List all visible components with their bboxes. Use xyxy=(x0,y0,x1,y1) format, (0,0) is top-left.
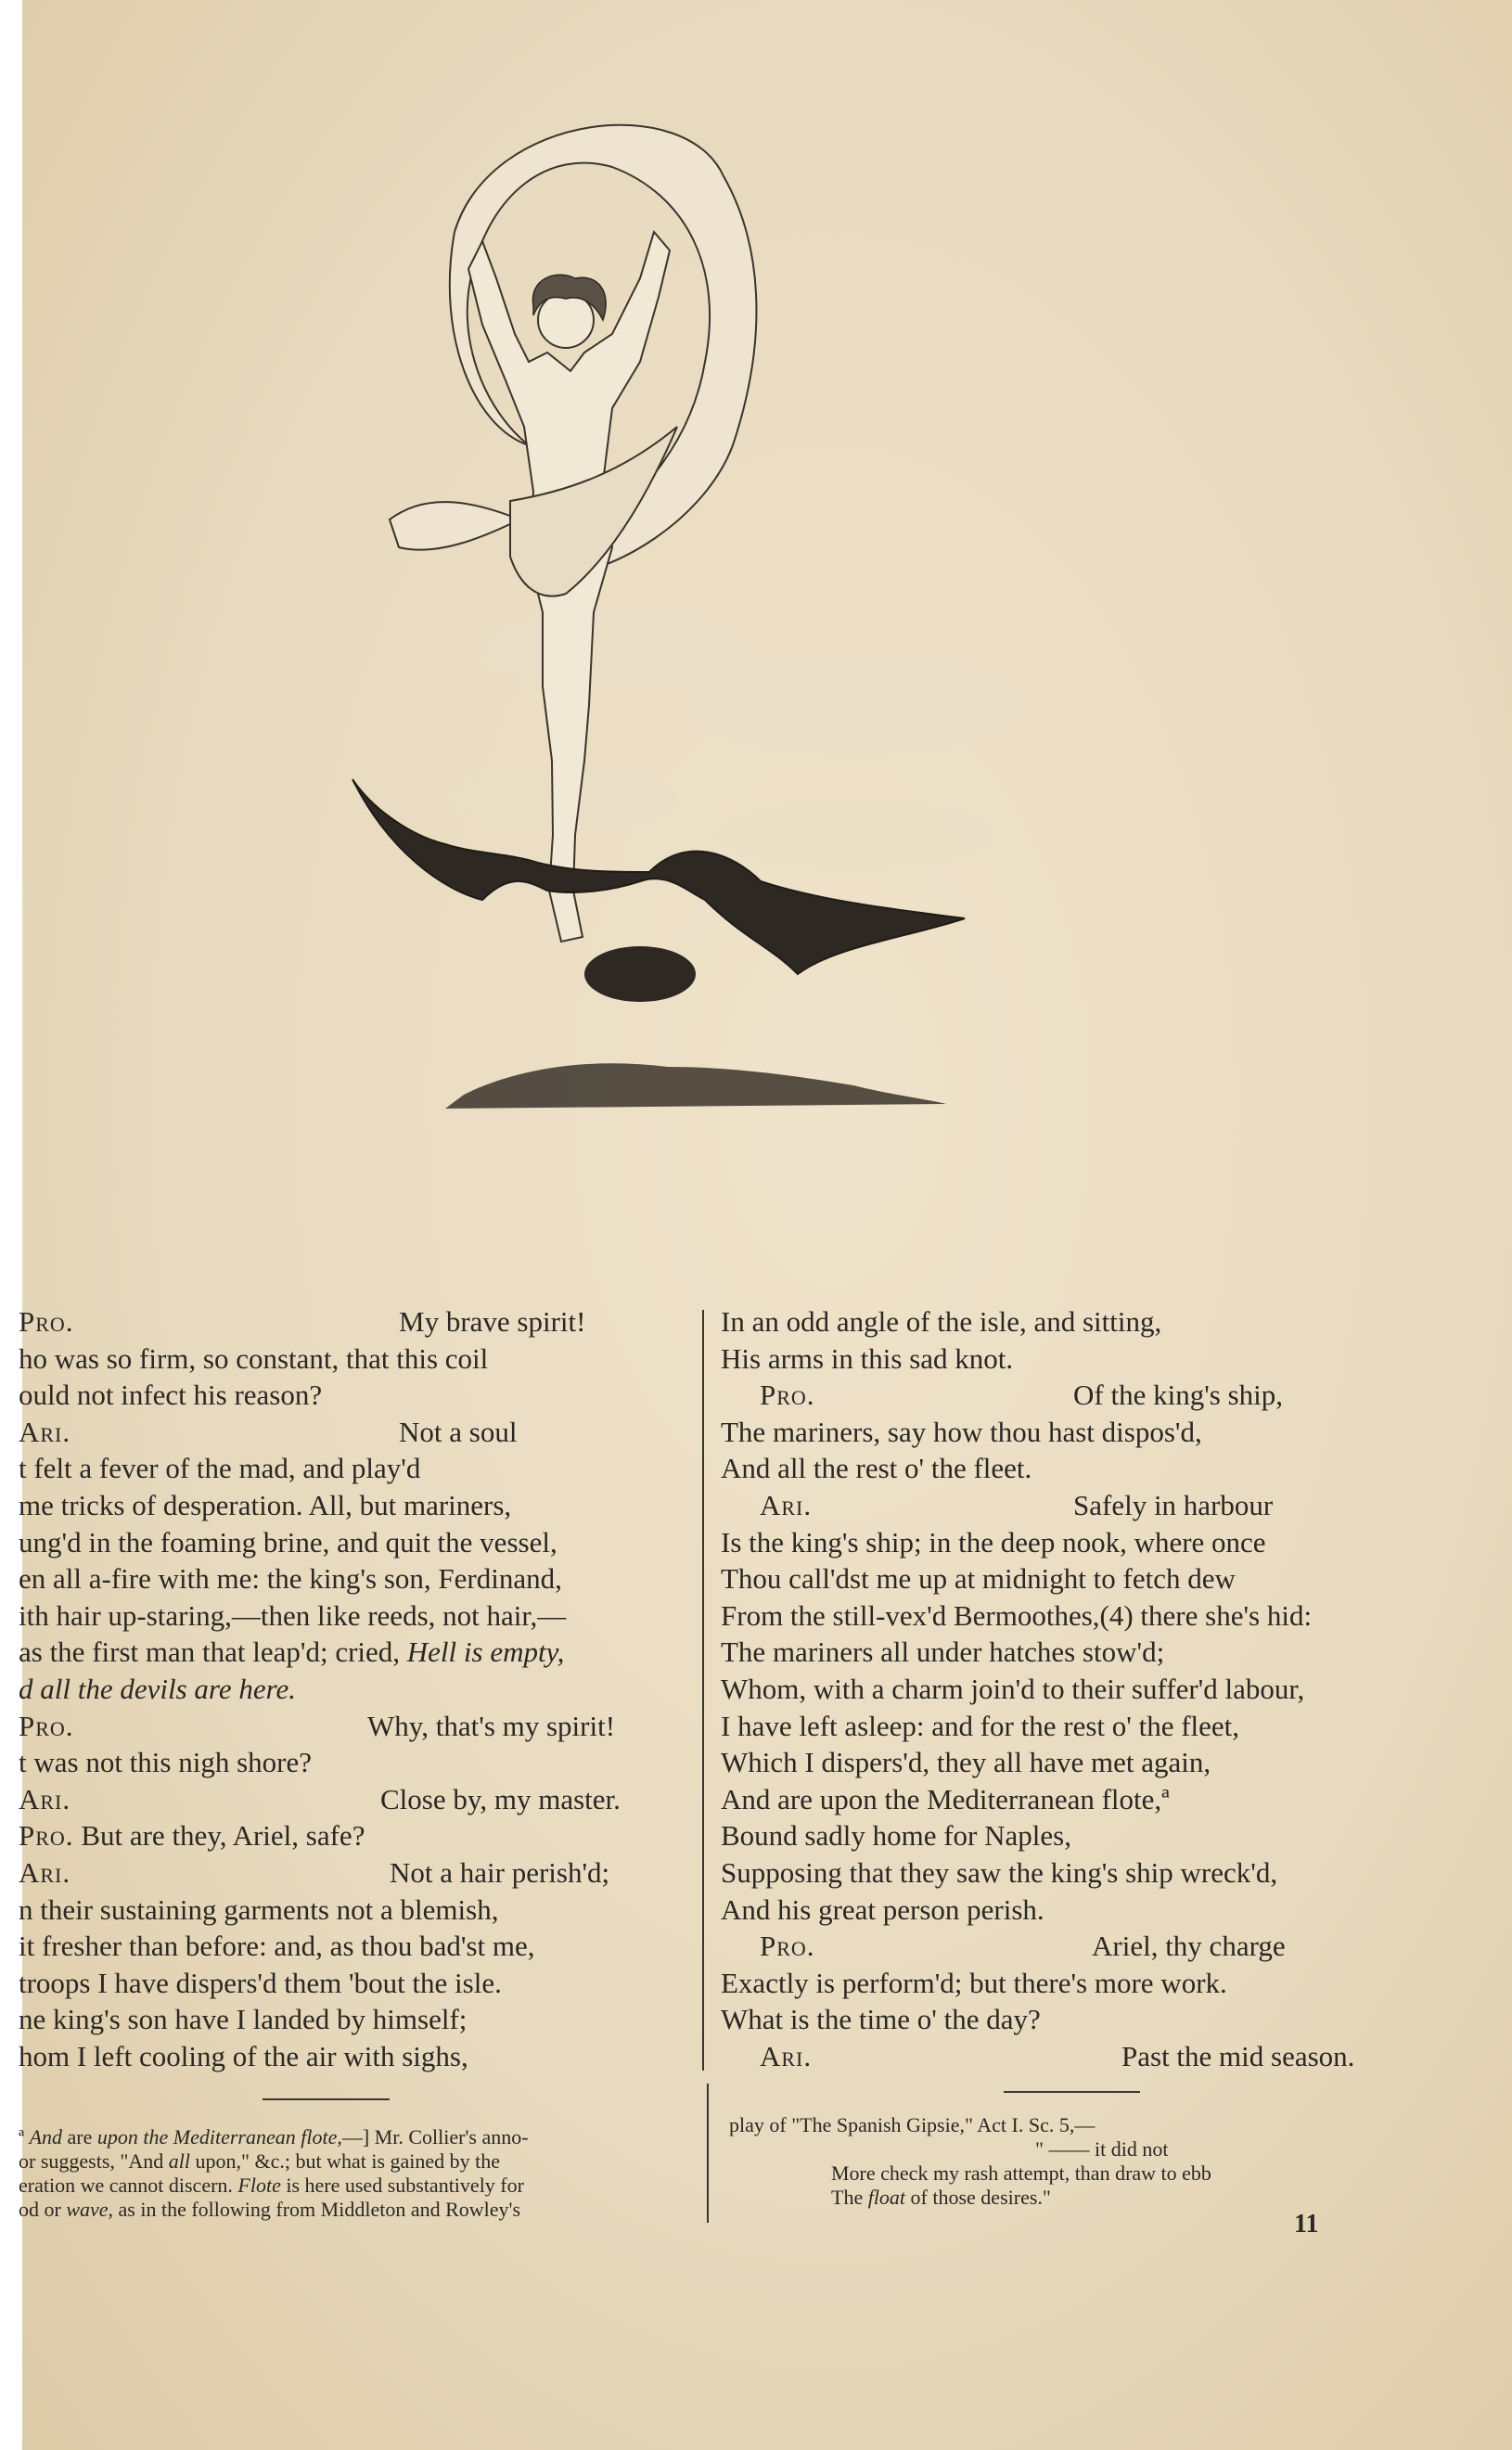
verse-line xyxy=(721,1744,1444,1781)
verse-line xyxy=(721,1487,1444,1524)
verse-line xyxy=(19,1634,691,1671)
verse-text: hom I left cooling of the air with sighs, xyxy=(19,2039,468,2072)
verse-text: What is the time o' the day? xyxy=(721,2003,1041,2036)
verse-text: Whom, with a charm join'd to their suffer'd labour, xyxy=(721,1672,1305,1705)
verse-line xyxy=(19,1524,691,1561)
verse-line xyxy=(19,1340,691,1378)
verse-line xyxy=(19,1377,691,1414)
ariel-on-bat-engraving xyxy=(334,56,1095,1150)
footnote-line: play of "The Spanish Gipsie," Act I. Sc. 5,— xyxy=(729,2113,1096,2136)
verse-line xyxy=(19,2038,691,2075)
verse-line xyxy=(19,1671,691,1708)
verse-line xyxy=(721,1854,1444,1892)
verse-text: Thou call'dst me up at midnight to fetch dew xyxy=(721,1562,1236,1596)
verse-text: His arms in this sad knot. xyxy=(721,1341,1014,1375)
verse-line xyxy=(19,1303,691,1340)
verse-line xyxy=(721,1597,1444,1635)
verse-line xyxy=(721,1524,1444,1561)
verse-text: Past the mid season. xyxy=(1121,2039,1355,2072)
page-number: 11 xyxy=(1294,2210,1319,2238)
verse-text: Why, that's my spirit! xyxy=(367,1709,616,1742)
verse-text: I have left asleep: and for the rest o' the fleet, xyxy=(721,1709,1240,1742)
verse-line xyxy=(19,1854,691,1892)
verse-line xyxy=(19,1708,691,1745)
verse-text: Not a soul xyxy=(399,1415,518,1448)
verse-text: My brave spirit! xyxy=(399,1305,586,1338)
verse-line xyxy=(721,1892,1444,1929)
verse-text: ould not infect his reason? xyxy=(19,1379,323,1412)
verse-line xyxy=(19,1965,691,2002)
verse-text: Bound sadly home for Naples, xyxy=(721,1819,1071,1853)
verse-text: me tricks of desperation. All, but mariners, xyxy=(19,1488,512,1521)
footnote-rule-right xyxy=(1004,2091,1140,2093)
verse-text: ne king's son have I landed by himself; xyxy=(19,2003,468,2036)
verse-line xyxy=(721,1303,1444,1340)
verse-text: n their sustaining garments not a blemish, xyxy=(19,1892,499,1926)
speaker-name: Pro. xyxy=(19,1819,74,1853)
footnote-right xyxy=(729,2113,1434,2210)
verse-line xyxy=(19,1744,691,1781)
verse-line xyxy=(721,1377,1444,1414)
column-rule-footnotes xyxy=(707,2084,709,2223)
verse-text: Close by, my master. xyxy=(380,1782,621,1815)
verse-text: ith hair up-staring,—then like reeds, not hair,— xyxy=(19,1598,567,1632)
verse-text: From the still-vex'd Bermoothes,(4) there she's hid: xyxy=(721,1598,1313,1632)
left-column xyxy=(19,1303,691,2074)
verse-line xyxy=(721,2001,1444,2038)
footnote-line: " —— it did not xyxy=(1035,2137,1169,2161)
speaker-name: Ari. xyxy=(19,1855,71,1889)
verse-text: Is the king's ship; in the deep nook, where once xyxy=(721,1525,1266,1559)
verse-text: Supposing that they saw the king's ship wreck'd, xyxy=(721,1855,1278,1889)
verse-text: Ariel, thy charge xyxy=(1092,1930,1286,1963)
verse-line xyxy=(721,1708,1444,1745)
column-rule xyxy=(702,1310,704,2071)
speaker-name: Pro. xyxy=(760,1930,815,1963)
verse-text: Safely in harbour xyxy=(1073,1488,1274,1521)
footnote-rule-left xyxy=(263,2098,390,2100)
verse-line xyxy=(19,1450,691,1487)
speaker-name: Pro. xyxy=(19,1709,74,1742)
verse-text: Not a hair perish'd; xyxy=(390,1855,610,1889)
footnote-line: eration we cannot discern. Flote is here used substantively for xyxy=(19,2174,524,2197)
verse-text: ung'd in the foaming brine, and quit the vessel, xyxy=(19,1525,557,1559)
verse-text: And his great person perish. xyxy=(721,1892,1044,1926)
speaker-name: Ari. xyxy=(760,1488,813,1521)
right-column xyxy=(721,1303,1444,2074)
verse-line xyxy=(721,1671,1444,1708)
verse-text: The mariners all under hatches stow'd; xyxy=(721,1635,1165,1669)
verse-line xyxy=(721,1781,1444,1818)
verse-text: But are they, Ariel, safe? xyxy=(81,1819,365,1853)
verse-text: t felt a fever of the mad, and play'd xyxy=(19,1452,421,1485)
verse-text: as the first man that leap'd; cried, xyxy=(19,1635,407,1669)
verse-text: d all the devils are here. xyxy=(19,1672,297,1705)
verse-line xyxy=(19,2001,691,2038)
verse-text: troops I have dispers'd them 'bout the isle. xyxy=(19,1966,502,1999)
verse-text-italic: Hell is empty, xyxy=(406,1635,565,1669)
page-edge xyxy=(0,0,22,2450)
verse-line xyxy=(721,2038,1444,2075)
verse-line xyxy=(19,1928,691,1965)
verse-line xyxy=(19,1487,691,1524)
verse-text: In an odd angle of the isle, and sitting, xyxy=(721,1305,1162,1338)
verse-line xyxy=(721,1414,1444,1451)
verse-line xyxy=(19,1817,691,1854)
verse-text: en all a-fire with me: the king's son, Ferdinand, xyxy=(19,1562,562,1596)
verse-line xyxy=(19,1560,691,1597)
verse-line xyxy=(19,1597,691,1635)
footnote-line: More check my rash attempt, than draw to ebb xyxy=(831,2161,1211,2185)
verse-text: The mariners, say how thou hast dispos'd, xyxy=(721,1415,1202,1448)
footnote-line: ª And are upon the Mediterranean flote,—] Mr. Collier's anno- xyxy=(19,2125,529,2149)
verse-text: it fresher than before: and, as thou bad'st me, xyxy=(19,1930,535,1963)
verse-text: Exactly is perform'd; but there's more work. xyxy=(721,1966,1227,1999)
verse-line xyxy=(721,1560,1444,1597)
speaker-name: Pro. xyxy=(19,1305,74,1338)
speaker-name: Ari. xyxy=(19,1782,71,1815)
verse-line xyxy=(721,1928,1444,1965)
verse-line xyxy=(721,1965,1444,2002)
verse-line xyxy=(721,1634,1444,1671)
verse-line xyxy=(19,1892,691,1929)
footnote-line: The float of those desires." xyxy=(831,2186,1051,2209)
verse-line xyxy=(721,1817,1444,1854)
verse-text: Of the king's ship, xyxy=(1073,1379,1284,1412)
verse-line xyxy=(19,1414,691,1451)
verse-text: Which I dispers'd, they all have met again, xyxy=(721,1746,1211,1779)
verse-text: And all the rest o' the fleet. xyxy=(721,1452,1032,1485)
verse-text: t was not this nigh shore? xyxy=(19,1746,312,1779)
speaker-name: Ari. xyxy=(19,1415,71,1448)
verse-text: And are upon the Mediterranean flote,ª xyxy=(721,1782,1170,1815)
verse-text: ho was so firm, so constant, that this coil xyxy=(19,1341,489,1375)
footnote-line: od or wave, as in the following from Middleton and Rowley's xyxy=(19,2198,521,2221)
verse-line xyxy=(721,1340,1444,1378)
verse-line xyxy=(721,1450,1444,1487)
footnote-left xyxy=(19,2125,700,2222)
speaker-name: Pro. xyxy=(760,1379,815,1412)
speaker-name: Ari. xyxy=(760,2039,813,2072)
footnote-line: or suggests, "And all upon," &c.; but what is gained by the xyxy=(19,2149,501,2173)
verse-line xyxy=(19,1781,691,1818)
